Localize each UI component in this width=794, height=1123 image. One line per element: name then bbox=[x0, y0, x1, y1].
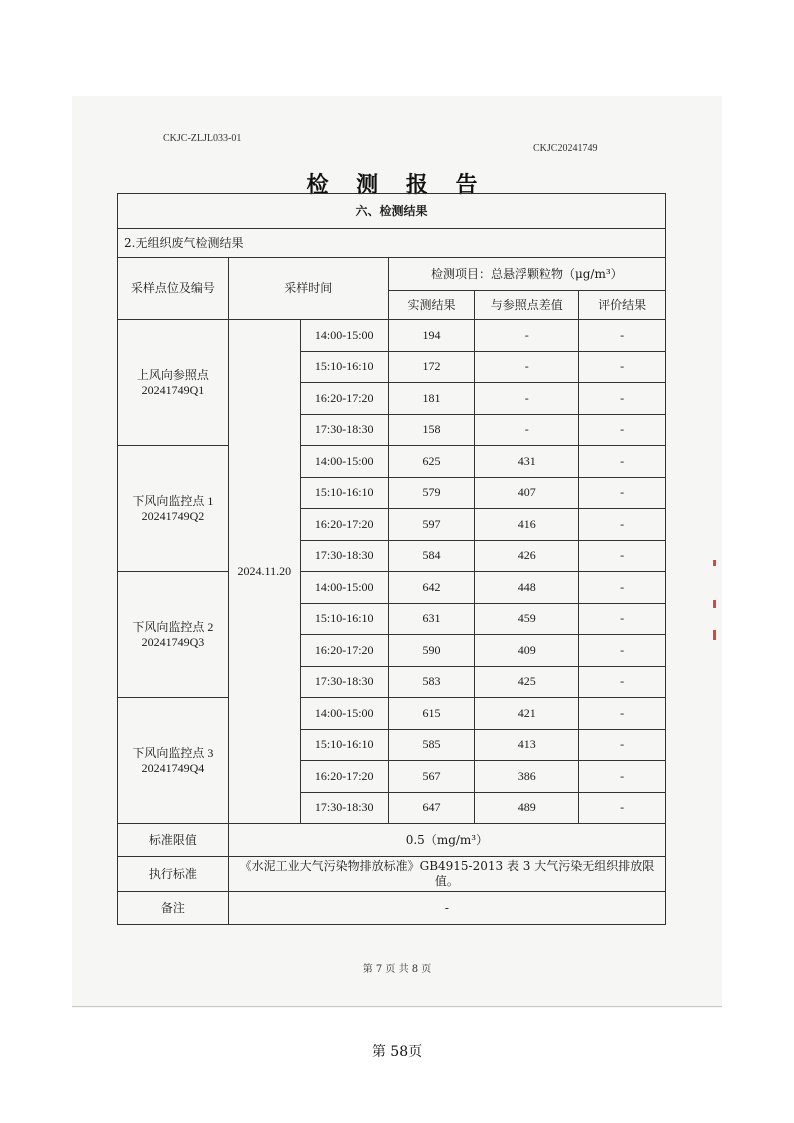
diff-cell: 421 bbox=[475, 698, 579, 730]
eval-cell: - bbox=[579, 666, 666, 698]
eval-cell: - bbox=[579, 603, 666, 635]
time-cell: 15:10-16:10 bbox=[300, 603, 388, 635]
time-cell: 14:00-15:00 bbox=[300, 572, 388, 604]
time-cell: 15:10-16:10 bbox=[300, 477, 388, 509]
diff-cell: - bbox=[475, 383, 579, 415]
eval-cell: - bbox=[579, 320, 666, 352]
edge-mark bbox=[713, 630, 716, 640]
standard-label: 执行标准 bbox=[118, 857, 229, 892]
site-code: 20241749Q1 bbox=[141, 382, 205, 397]
site-cell bbox=[118, 698, 229, 824]
standard-value: 《水泥工业大气污染物排放标准》GB4915-2013 表 3 大气污染无组织排放限值。 bbox=[228, 857, 665, 892]
result-cell: 647 bbox=[388, 792, 475, 824]
limit-label: 标准限值 bbox=[118, 824, 229, 857]
header-diff: 与参照点差值 bbox=[475, 291, 579, 320]
result-cell: 584 bbox=[388, 540, 475, 572]
site-name: 上风向参照点 bbox=[136, 367, 209, 382]
time-cell: 16:20-17:20 bbox=[300, 635, 388, 667]
time-cell: 17:30-18:30 bbox=[300, 666, 388, 698]
date-cell: 2024.11.20 bbox=[228, 320, 300, 824]
form-code: CKJC-ZLJL033-01 bbox=[163, 133, 242, 144]
eval-cell: - bbox=[579, 635, 666, 667]
diff-cell: - bbox=[475, 414, 579, 446]
remark-value: - bbox=[228, 892, 665, 925]
eval-cell: - bbox=[579, 572, 666, 604]
diff-cell: 448 bbox=[475, 572, 579, 604]
table-row bbox=[118, 320, 666, 352]
diff-cell: 431 bbox=[475, 446, 579, 478]
header-time: 采样时间 bbox=[228, 258, 388, 320]
time-cell: 17:30-18:30 bbox=[300, 414, 388, 446]
site-code: 20241749Q3 bbox=[141, 634, 205, 649]
result-cell: 590 bbox=[388, 635, 475, 667]
limit-value: 0.5（mg/m³） bbox=[228, 824, 665, 857]
site-name: 下风向监控点 1 bbox=[132, 493, 214, 508]
eval-cell: - bbox=[579, 477, 666, 509]
site-code: 20241749Q2 bbox=[141, 508, 205, 523]
header-item: 检测项目：总悬浮颗粒物（μg/m³） bbox=[388, 258, 665, 291]
eval-cell: - bbox=[579, 540, 666, 572]
diff-cell: 407 bbox=[475, 477, 579, 509]
section-heading: 六、检测结果 bbox=[118, 194, 666, 229]
site-name: 下风向监控点 2 bbox=[132, 619, 214, 634]
time-cell: 17:30-18:30 bbox=[300, 540, 388, 572]
result-cell: 567 bbox=[388, 761, 475, 793]
result-cell: 194 bbox=[388, 320, 475, 352]
time-cell: 16:20-17:20 bbox=[300, 509, 388, 541]
diff-cell: 386 bbox=[475, 761, 579, 793]
time-cell: 16:20-17:20 bbox=[300, 761, 388, 793]
result-cell: 579 bbox=[388, 477, 475, 509]
edge-mark bbox=[713, 560, 716, 566]
result-cell: 642 bbox=[388, 572, 475, 604]
header-site: 采样点位及编号 bbox=[118, 258, 229, 320]
table-row bbox=[118, 698, 666, 730]
eval-cell: - bbox=[579, 414, 666, 446]
result-cell: 597 bbox=[388, 509, 475, 541]
result-cell: 631 bbox=[388, 603, 475, 635]
eval-cell: - bbox=[579, 383, 666, 415]
diff-cell: 416 bbox=[475, 509, 579, 541]
remark-label: 备注 bbox=[118, 892, 229, 925]
edge-mark bbox=[713, 600, 716, 608]
section-subheading: 2.无组织废气检测结果 bbox=[118, 229, 666, 258]
site-cell bbox=[118, 320, 229, 446]
time-cell: 15:10-16:10 bbox=[300, 729, 388, 761]
header-result: 实测结果 bbox=[388, 291, 475, 320]
result-cell: 615 bbox=[388, 698, 475, 730]
result-cell: 625 bbox=[388, 446, 475, 478]
diff-cell: - bbox=[475, 351, 579, 383]
report-number: CKJC20241749 bbox=[533, 143, 598, 154]
results-table bbox=[117, 193, 666, 925]
eval-cell: - bbox=[579, 351, 666, 383]
result-cell: 583 bbox=[388, 666, 475, 698]
result-cell: 172 bbox=[388, 351, 475, 383]
time-cell: 14:00-15:00 bbox=[300, 446, 388, 478]
page-of-footer: 第 7 页 共 8 页 bbox=[362, 964, 432, 975]
result-cell: 158 bbox=[388, 414, 475, 446]
site-code: 20241749Q4 bbox=[141, 760, 205, 775]
table-row bbox=[118, 446, 666, 478]
diff-cell: 459 bbox=[475, 603, 579, 635]
diff-cell: 425 bbox=[475, 666, 579, 698]
result-cell: 585 bbox=[388, 729, 475, 761]
report-title: 检 测 报 告 bbox=[306, 173, 488, 198]
diff-cell: 426 bbox=[475, 540, 579, 572]
time-cell: 15:10-16:10 bbox=[300, 351, 388, 383]
site-cell bbox=[118, 572, 229, 698]
eval-cell: - bbox=[579, 729, 666, 761]
eval-cell: - bbox=[579, 509, 666, 541]
eval-cell: - bbox=[579, 698, 666, 730]
site-name: 下风向监控点 3 bbox=[132, 745, 214, 760]
eval-cell: - bbox=[579, 446, 666, 478]
diff-cell: - bbox=[475, 320, 579, 352]
eval-cell: - bbox=[579, 761, 666, 793]
time-cell: 14:00-15:00 bbox=[300, 320, 388, 352]
page-number: 第 58页 bbox=[371, 1044, 423, 1060]
diff-cell: 409 bbox=[475, 635, 579, 667]
header-eval: 评价结果 bbox=[579, 291, 666, 320]
table-row bbox=[118, 572, 666, 604]
result-cell: 181 bbox=[388, 383, 475, 415]
site-cell bbox=[118, 446, 229, 572]
diff-cell: 489 bbox=[475, 792, 579, 824]
diff-cell: 413 bbox=[475, 729, 579, 761]
scan-edge bbox=[72, 1006, 722, 1007]
eval-cell: - bbox=[579, 792, 666, 824]
time-cell: 16:20-17:20 bbox=[300, 383, 388, 415]
time-cell: 14:00-15:00 bbox=[300, 698, 388, 730]
time-cell: 17:30-18:30 bbox=[300, 792, 388, 824]
